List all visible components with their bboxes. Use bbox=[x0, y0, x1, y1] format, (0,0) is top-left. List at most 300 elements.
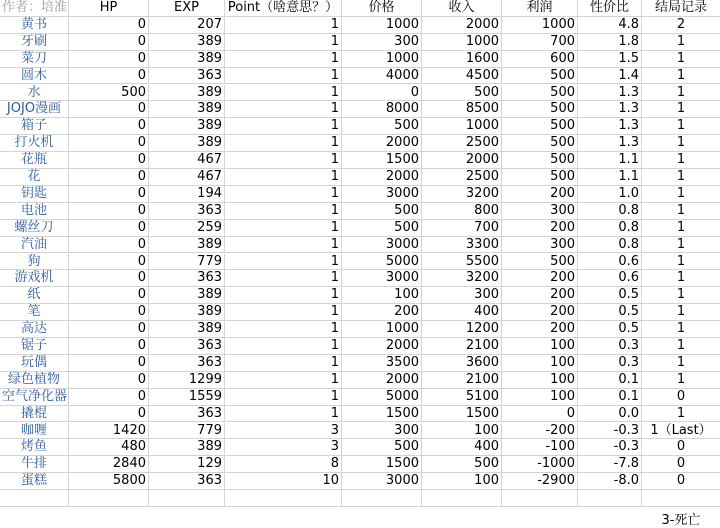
price-cell[interactable]: 100 bbox=[342, 287, 422, 304]
ratio-cell[interactable]: 0.6 bbox=[578, 254, 642, 271]
table-cell[interactable] bbox=[149, 490, 225, 507]
point-cell[interactable]: 1 bbox=[225, 321, 342, 338]
price-cell[interactable]: 1500 bbox=[342, 152, 422, 169]
profit-cell[interactable]: -2900 bbox=[502, 473, 578, 490]
point-cell[interactable]: 1 bbox=[225, 270, 342, 287]
header-row bbox=[0, 0, 720, 17]
income-cell[interactable]: 3300 bbox=[422, 237, 502, 254]
profit-cell[interactable]: 500 bbox=[502, 85, 578, 102]
table-cell[interactable] bbox=[0, 490, 69, 507]
hp-cell[interactable]: 1420 bbox=[69, 423, 149, 440]
ratio-cell[interactable]: 1.3 bbox=[578, 135, 642, 152]
hp-cell[interactable]: 0 bbox=[69, 372, 149, 389]
hp-cell[interactable]: 0 bbox=[69, 51, 149, 68]
hp-cell[interactable]: 0 bbox=[69, 270, 149, 287]
item-name-cell[interactable]: 圆木 bbox=[0, 68, 69, 85]
point-cell[interactable]: 3 bbox=[225, 439, 342, 456]
record-cell[interactable]: 1 bbox=[642, 85, 720, 102]
point-cell[interactable]: 1 bbox=[225, 85, 342, 102]
record-cell[interactable]: 0 bbox=[642, 439, 720, 456]
ratio-cell[interactable]: 0.8 bbox=[578, 220, 642, 237]
profit-cell[interactable]: 600 bbox=[502, 51, 578, 68]
income-cell[interactable]: 2500 bbox=[422, 135, 502, 152]
table-row bbox=[0, 186, 720, 203]
income-cell[interactable]: 4500 bbox=[422, 68, 502, 85]
table-row bbox=[0, 17, 720, 34]
income-cell[interactable]: 2000 bbox=[422, 17, 502, 34]
profit-cell[interactable]: 100 bbox=[502, 355, 578, 372]
exp-cell[interactable]: 389 bbox=[149, 135, 225, 152]
item-name-cell[interactable]: 牙刷 bbox=[0, 34, 69, 51]
exp-cell[interactable]: 363 bbox=[149, 203, 225, 220]
table-cell[interactable] bbox=[225, 490, 342, 507]
income-cell[interactable]: 300 bbox=[422, 287, 502, 304]
point-cell[interactable]: 1 bbox=[225, 355, 342, 372]
record-cell[interactable]: 1 bbox=[642, 406, 720, 423]
profit-cell[interactable]: 100 bbox=[502, 372, 578, 389]
item-name-cell[interactable]: 烤鱼 bbox=[0, 439, 69, 456]
point-cell[interactable]: 1 bbox=[225, 406, 342, 423]
item-name-cell[interactable]: 菜刀 bbox=[0, 51, 69, 68]
exp-cell[interactable]: 467 bbox=[149, 169, 225, 186]
ratio-cell[interactable]: 0.6 bbox=[578, 270, 642, 287]
profit-cell[interactable]: 200 bbox=[502, 186, 578, 203]
point-cell[interactable]: 1 bbox=[225, 186, 342, 203]
ratio-cell[interactable]: 4.8 bbox=[578, 17, 642, 34]
record-cell[interactable]: 1 bbox=[642, 270, 720, 287]
profit-cell[interactable]: 500 bbox=[502, 152, 578, 169]
table-row bbox=[0, 152, 720, 169]
col-header-price[interactable]: 价格 bbox=[342, 0, 422, 17]
profit-cell[interactable]: -100 bbox=[502, 439, 578, 456]
income-cell[interactable]: 3600 bbox=[422, 355, 502, 372]
ratio-cell[interactable]: 0.5 bbox=[578, 287, 642, 304]
item-name-cell[interactable]: 牛排 bbox=[0, 456, 69, 473]
record-cell[interactable]: 1 bbox=[642, 169, 720, 186]
profit-cell[interactable]: 500 bbox=[502, 68, 578, 85]
profit-cell[interactable]: 300 bbox=[502, 203, 578, 220]
hp-cell[interactable]: 480 bbox=[69, 439, 149, 456]
ratio-cell[interactable]: 1.1 bbox=[578, 152, 642, 169]
ratio-cell[interactable]: 0.3 bbox=[578, 355, 642, 372]
record-cell[interactable]: 1 bbox=[642, 287, 720, 304]
point-cell[interactable]: 1 bbox=[225, 237, 342, 254]
hp-cell[interactable]: 0 bbox=[69, 101, 149, 118]
hp-cell[interactable]: 0 bbox=[69, 186, 149, 203]
point-cell[interactable]: 1 bbox=[225, 34, 342, 51]
profit-cell[interactable]: -200 bbox=[502, 423, 578, 440]
price-cell[interactable]: 8000 bbox=[342, 101, 422, 118]
table-row bbox=[0, 355, 720, 372]
item-name-cell[interactable]: 笔 bbox=[0, 304, 69, 321]
hp-cell[interactable]: 0 bbox=[69, 152, 149, 169]
price-cell[interactable]: 3000 bbox=[342, 270, 422, 287]
table-row bbox=[0, 321, 720, 338]
item-name-cell[interactable]: 锯子 bbox=[0, 338, 69, 355]
price-cell[interactable]: 500 bbox=[342, 118, 422, 135]
hp-cell[interactable]: 0 bbox=[69, 406, 149, 423]
table-row bbox=[0, 287, 720, 304]
hp-cell[interactable]: 0 bbox=[69, 68, 149, 85]
record-cell[interactable]: 2 bbox=[642, 17, 720, 34]
hp-cell[interactable]: 2840 bbox=[69, 456, 149, 473]
exp-cell[interactable]: 389 bbox=[149, 85, 225, 102]
point-cell[interactable]: 1 bbox=[225, 254, 342, 271]
col-header-point[interactable]: Point（啥意思？） bbox=[225, 0, 342, 17]
exp-cell[interactable]: 363 bbox=[149, 406, 225, 423]
profit-cell[interactable]: 1000 bbox=[502, 17, 578, 34]
ratio-cell[interactable]: 1.1 bbox=[578, 169, 642, 186]
income-cell[interactable]: 800 bbox=[422, 203, 502, 220]
record-cell[interactable]: 1 bbox=[642, 220, 720, 237]
hp-cell[interactable]: 0 bbox=[69, 118, 149, 135]
hp-cell[interactable]: 0 bbox=[69, 237, 149, 254]
exp-cell[interactable]: 389 bbox=[149, 304, 225, 321]
table-row bbox=[0, 254, 720, 271]
item-name-cell[interactable]: 水 bbox=[0, 85, 69, 102]
col-header-record[interactable]: 结局记录 bbox=[642, 0, 720, 17]
record-cell[interactable]: 1 bbox=[642, 118, 720, 135]
point-cell[interactable]: 1 bbox=[225, 169, 342, 186]
price-cell[interactable]: 5000 bbox=[342, 254, 422, 271]
exp-cell[interactable]: 389 bbox=[149, 321, 225, 338]
table-cell[interactable] bbox=[342, 490, 422, 507]
exp-cell[interactable]: 194 bbox=[149, 186, 225, 203]
exp-cell[interactable]: 389 bbox=[149, 34, 225, 51]
hp-cell[interactable]: 0 bbox=[69, 34, 149, 51]
profit-cell[interactable]: 200 bbox=[502, 220, 578, 237]
price-cell[interactable]: 1500 bbox=[342, 406, 422, 423]
hp-cell[interactable]: 0 bbox=[69, 389, 149, 406]
income-cell[interactable]: 1000 bbox=[422, 118, 502, 135]
hp-cell[interactable]: 5800 bbox=[69, 473, 149, 490]
exp-cell[interactable]: 389 bbox=[149, 287, 225, 304]
profit-cell[interactable]: 200 bbox=[502, 304, 578, 321]
record-cell[interactable]: 1 bbox=[642, 321, 720, 338]
point-cell[interactable]: 1 bbox=[225, 101, 342, 118]
table-row bbox=[0, 304, 720, 321]
table-row bbox=[0, 34, 720, 51]
profit-cell[interactable]: 100 bbox=[502, 338, 578, 355]
point-cell[interactable]: 1 bbox=[225, 338, 342, 355]
record-cell[interactable]: 1 bbox=[642, 68, 720, 85]
table-row bbox=[0, 389, 720, 406]
table-row bbox=[0, 406, 720, 423]
point-cell[interactable]: 10 bbox=[225, 473, 342, 490]
item-name-cell[interactable]: 高达 bbox=[0, 321, 69, 338]
income-cell[interactable]: 5100 bbox=[422, 389, 502, 406]
exp-cell[interactable]: 363 bbox=[149, 68, 225, 85]
price-cell[interactable]: 1000 bbox=[342, 321, 422, 338]
price-cell[interactable]: 3000 bbox=[342, 473, 422, 490]
income-cell[interactable]: 2500 bbox=[422, 169, 502, 186]
ratio-cell[interactable]: 1.5 bbox=[578, 51, 642, 68]
record-cell[interactable]: 1 bbox=[642, 372, 720, 389]
exp-cell[interactable]: 363 bbox=[149, 270, 225, 287]
exp-cell[interactable]: 389 bbox=[149, 118, 225, 135]
ratio-cell[interactable]: -8.0 bbox=[578, 473, 642, 490]
ratio-cell[interactable]: 1.0 bbox=[578, 186, 642, 203]
hp-cell[interactable]: 0 bbox=[69, 355, 149, 372]
table-row bbox=[0, 203, 720, 220]
exp-cell[interactable]: 467 bbox=[149, 152, 225, 169]
table-row bbox=[0, 85, 720, 102]
exp-cell[interactable]: 363 bbox=[149, 355, 225, 372]
footer-note[interactable]: 3-死亡 bbox=[661, 513, 701, 528]
price-cell[interactable]: 3000 bbox=[342, 237, 422, 254]
income-cell[interactable]: 2100 bbox=[422, 372, 502, 389]
item-name-cell[interactable]: 花 bbox=[0, 169, 69, 186]
ratio-cell[interactable]: 1.4 bbox=[578, 68, 642, 85]
point-cell[interactable]: 1 bbox=[225, 389, 342, 406]
table-row bbox=[0, 423, 720, 440]
record-cell[interactable]: 1 bbox=[642, 203, 720, 220]
table-cell[interactable] bbox=[69, 490, 149, 507]
ratio-cell[interactable]: 1.8 bbox=[578, 34, 642, 51]
ratio-cell[interactable]: 0.5 bbox=[578, 304, 642, 321]
exp-cell[interactable]: 363 bbox=[149, 338, 225, 355]
point-cell[interactable]: 1 bbox=[225, 287, 342, 304]
record-cell[interactable]: 1 bbox=[642, 51, 720, 68]
exp-cell[interactable]: 1299 bbox=[149, 372, 225, 389]
table-row bbox=[0, 372, 720, 389]
ratio-cell[interactable]: 0.1 bbox=[578, 389, 642, 406]
col-header-profit[interactable]: 利润 bbox=[502, 0, 578, 17]
ratio-cell[interactable]: 0.0 bbox=[578, 406, 642, 423]
income-cell[interactable]: 3200 bbox=[422, 186, 502, 203]
record-cell[interactable]: 1 bbox=[642, 34, 720, 51]
price-cell[interactable]: 300 bbox=[342, 34, 422, 51]
ratio-cell[interactable]: 1.3 bbox=[578, 85, 642, 102]
price-cell[interactable]: 1500 bbox=[342, 456, 422, 473]
item-name-cell[interactable]: 纸 bbox=[0, 287, 69, 304]
item-name-cell[interactable]: 空气净化器 bbox=[2, 388, 68, 404]
ratio-cell[interactable]: 0.8 bbox=[578, 237, 642, 254]
income-cell[interactable]: 400 bbox=[422, 439, 502, 456]
table-row bbox=[0, 169, 720, 186]
exp-cell[interactable]: 259 bbox=[149, 220, 225, 237]
record-cell[interactable]: 0 bbox=[642, 473, 720, 490]
exp-cell[interactable]: 389 bbox=[149, 439, 225, 456]
hp-cell[interactable]: 0 bbox=[69, 17, 149, 34]
record-cell[interactable]: 0 bbox=[642, 456, 720, 473]
record-cell[interactable]: 1 bbox=[642, 237, 720, 254]
table-row bbox=[0, 135, 720, 152]
point-cell[interactable]: 3 bbox=[225, 423, 342, 440]
price-cell[interactable]: 200 bbox=[342, 304, 422, 321]
item-name-cell[interactable]: 绿色植物 bbox=[0, 372, 69, 389]
income-cell[interactable]: 1000 bbox=[422, 34, 502, 51]
profit-cell[interactable]: 700 bbox=[502, 34, 578, 51]
price-cell[interactable]: 3000 bbox=[342, 186, 422, 203]
item-name-cell[interactable]: 钥匙 bbox=[0, 186, 69, 203]
record-cell[interactable]: 1 bbox=[642, 152, 720, 169]
income-cell[interactable]: 1600 bbox=[422, 51, 502, 68]
ratio-cell[interactable]: 0.8 bbox=[578, 203, 642, 220]
profit-cell[interactable]: 200 bbox=[502, 270, 578, 287]
item-name-cell[interactable]: 玩偶 bbox=[0, 355, 69, 372]
profit-cell[interactable]: -1000 bbox=[502, 456, 578, 473]
ratio-cell[interactable]: 0.3 bbox=[578, 338, 642, 355]
income-cell[interactable]: 8500 bbox=[422, 101, 502, 118]
record-cell[interactable]: 0 bbox=[642, 389, 720, 406]
ratio-cell[interactable]: 1.3 bbox=[578, 101, 642, 118]
record-cell[interactable]: 1 bbox=[642, 254, 720, 271]
item-name-cell[interactable]: 汽油 bbox=[0, 237, 69, 254]
hp-cell[interactable]: 0 bbox=[69, 203, 149, 220]
ratio-cell[interactable]: 1.3 bbox=[578, 118, 642, 135]
point-cell[interactable]: 1 bbox=[225, 118, 342, 135]
ratio-cell[interactable]: -0.3 bbox=[578, 423, 642, 440]
table-cell[interactable] bbox=[422, 490, 502, 507]
price-cell[interactable]: 2000 bbox=[342, 338, 422, 355]
item-name-cell[interactable]: JOJO漫画 bbox=[0, 101, 69, 118]
hp-cell[interactable]: 0 bbox=[69, 254, 149, 271]
exp-cell[interactable]: 363 bbox=[149, 473, 225, 490]
item-name-cell[interactable]: 游戏机 bbox=[0, 270, 69, 287]
ratio-cell[interactable]: 0.1 bbox=[578, 372, 642, 389]
price-cell[interactable]: 3500 bbox=[342, 355, 422, 372]
table-row bbox=[0, 456, 720, 473]
item-name-cell[interactable]: 电池 bbox=[0, 203, 69, 220]
profit-cell[interactable]: 500 bbox=[502, 135, 578, 152]
price-cell[interactable]: 0 bbox=[342, 85, 422, 102]
price-cell[interactable]: 5000 bbox=[342, 389, 422, 406]
profit-cell[interactable]: 300 bbox=[502, 237, 578, 254]
price-cell[interactable]: 1000 bbox=[342, 51, 422, 68]
income-cell[interactable]: 1500 bbox=[422, 406, 502, 423]
price-cell[interactable]: 500 bbox=[342, 203, 422, 220]
profit-cell[interactable]: 200 bbox=[502, 321, 578, 338]
point-cell[interactable]: 1 bbox=[225, 152, 342, 169]
point-cell[interactable]: 1 bbox=[225, 51, 342, 68]
price-cell[interactable]: 1000 bbox=[342, 17, 422, 34]
profit-cell[interactable]: 100 bbox=[502, 389, 578, 406]
item-name-cell[interactable]: 撬棍 bbox=[0, 406, 69, 423]
profit-cell[interactable]: 500 bbox=[502, 118, 578, 135]
col-header-exp[interactable]: EXP bbox=[149, 0, 225, 17]
exp-cell[interactable]: 207 bbox=[149, 17, 225, 34]
hp-cell[interactable]: 0 bbox=[69, 169, 149, 186]
item-name-cell[interactable]: 螺丝刀 bbox=[0, 220, 69, 237]
hp-cell[interactable]: 0 bbox=[69, 287, 149, 304]
record-cell[interactable]: 1 bbox=[642, 355, 720, 372]
exp-cell[interactable]: 779 bbox=[149, 254, 225, 271]
price-cell[interactable]: 2000 bbox=[342, 372, 422, 389]
profit-cell[interactable]: 500 bbox=[502, 254, 578, 271]
record-cell[interactable]: 1 bbox=[642, 304, 720, 321]
point-cell[interactable]: 1 bbox=[225, 372, 342, 389]
table-row bbox=[0, 68, 720, 85]
profit-cell[interactable]: 0 bbox=[502, 406, 578, 423]
income-cell[interactable]: 3200 bbox=[422, 270, 502, 287]
hp-cell[interactable]: 0 bbox=[69, 304, 149, 321]
record-cell[interactable]: 1 bbox=[642, 186, 720, 203]
profit-cell[interactable]: 500 bbox=[502, 169, 578, 186]
income-cell[interactable]: 1200 bbox=[422, 321, 502, 338]
income-cell[interactable]: 500 bbox=[422, 85, 502, 102]
point-cell[interactable]: 8 bbox=[225, 456, 342, 473]
price-cell[interactable]: 2000 bbox=[342, 169, 422, 186]
author-cell[interactable]: 作者：培准 bbox=[2, 0, 68, 15]
table-cell[interactable] bbox=[502, 490, 578, 507]
exp-cell[interactable]: 779 bbox=[149, 423, 225, 440]
price-cell[interactable]: 4000 bbox=[342, 68, 422, 85]
ratio-cell[interactable]: 0.5 bbox=[578, 321, 642, 338]
item-name-cell[interactable]: 花瓶 bbox=[0, 152, 69, 169]
income-cell[interactable]: 500 bbox=[422, 456, 502, 473]
col-header-income[interactable]: 收入 bbox=[422, 0, 502, 17]
table-row bbox=[0, 237, 720, 254]
hp-cell[interactable]: 0 bbox=[69, 321, 149, 338]
table-row bbox=[0, 220, 720, 237]
item-name-cell[interactable]: 箱子 bbox=[0, 118, 69, 135]
item-name-cell[interactable]: 打火机 bbox=[0, 135, 69, 152]
record-cell[interactable]: 1 bbox=[642, 101, 720, 118]
exp-cell[interactable]: 1559 bbox=[149, 389, 225, 406]
profit-cell[interactable]: 500 bbox=[502, 101, 578, 118]
record-cell[interactable]: 1 bbox=[642, 338, 720, 355]
point-cell[interactable]: 1 bbox=[225, 17, 342, 34]
table-cell[interactable] bbox=[642, 490, 720, 507]
exp-cell[interactable]: 389 bbox=[149, 51, 225, 68]
income-cell[interactable]: 700 bbox=[422, 220, 502, 237]
table-row bbox=[0, 101, 720, 118]
price-cell[interactable]: 500 bbox=[342, 439, 422, 456]
hp-cell[interactable]: 0 bbox=[69, 220, 149, 237]
exp-cell[interactable]: 129 bbox=[149, 456, 225, 473]
col-header-ratio[interactable]: 性价比 bbox=[578, 0, 642, 17]
item-name-cell[interactable]: 黄书 bbox=[0, 17, 69, 34]
ratio-cell[interactable]: -7.8 bbox=[578, 456, 642, 473]
profit-cell[interactable]: 200 bbox=[502, 287, 578, 304]
price-cell[interactable]: 500 bbox=[342, 220, 422, 237]
exp-cell[interactable]: 389 bbox=[149, 101, 225, 118]
ratio-cell[interactable]: -0.3 bbox=[578, 439, 642, 456]
point-cell[interactable]: 1 bbox=[225, 68, 342, 85]
point-cell[interactable]: 1 bbox=[225, 304, 342, 321]
table-row bbox=[0, 338, 720, 355]
item-name-cell[interactable]: 咖喱 bbox=[0, 423, 69, 440]
table-row bbox=[0, 118, 720, 135]
item-name-cell[interactable]: 蛋糕 bbox=[0, 473, 69, 490]
income-cell[interactable]: 400 bbox=[422, 304, 502, 321]
income-cell[interactable]: 2100 bbox=[422, 338, 502, 355]
hp-cell[interactable]: 0 bbox=[69, 338, 149, 355]
record-cell[interactable]: 1（Last） bbox=[642, 423, 720, 440]
col-header-hp[interactable]: HP bbox=[69, 0, 149, 17]
price-cell[interactable]: 300 bbox=[342, 423, 422, 440]
table-row bbox=[0, 439, 720, 456]
point-cell[interactable]: 1 bbox=[225, 135, 342, 152]
table-row bbox=[0, 473, 720, 490]
hp-cell[interactable]: 500 bbox=[69, 85, 149, 102]
price-cell[interactable]: 2000 bbox=[342, 135, 422, 152]
table-row bbox=[0, 270, 720, 287]
exp-cell[interactable]: 389 bbox=[149, 237, 225, 254]
income-cell[interactable]: 100 bbox=[422, 423, 502, 440]
hp-cell[interactable]: 0 bbox=[69, 135, 149, 152]
point-cell[interactable]: 1 bbox=[225, 203, 342, 220]
income-cell[interactable]: 100 bbox=[422, 473, 502, 490]
record-cell[interactable]: 1 bbox=[642, 135, 720, 152]
income-cell[interactable]: 5500 bbox=[422, 254, 502, 271]
item-name-cell[interactable]: 狗 bbox=[0, 254, 69, 271]
point-cell[interactable]: 1 bbox=[225, 220, 342, 237]
table-row bbox=[0, 51, 720, 68]
income-cell[interactable]: 2000 bbox=[422, 152, 502, 169]
table-cell[interactable] bbox=[578, 490, 642, 507]
